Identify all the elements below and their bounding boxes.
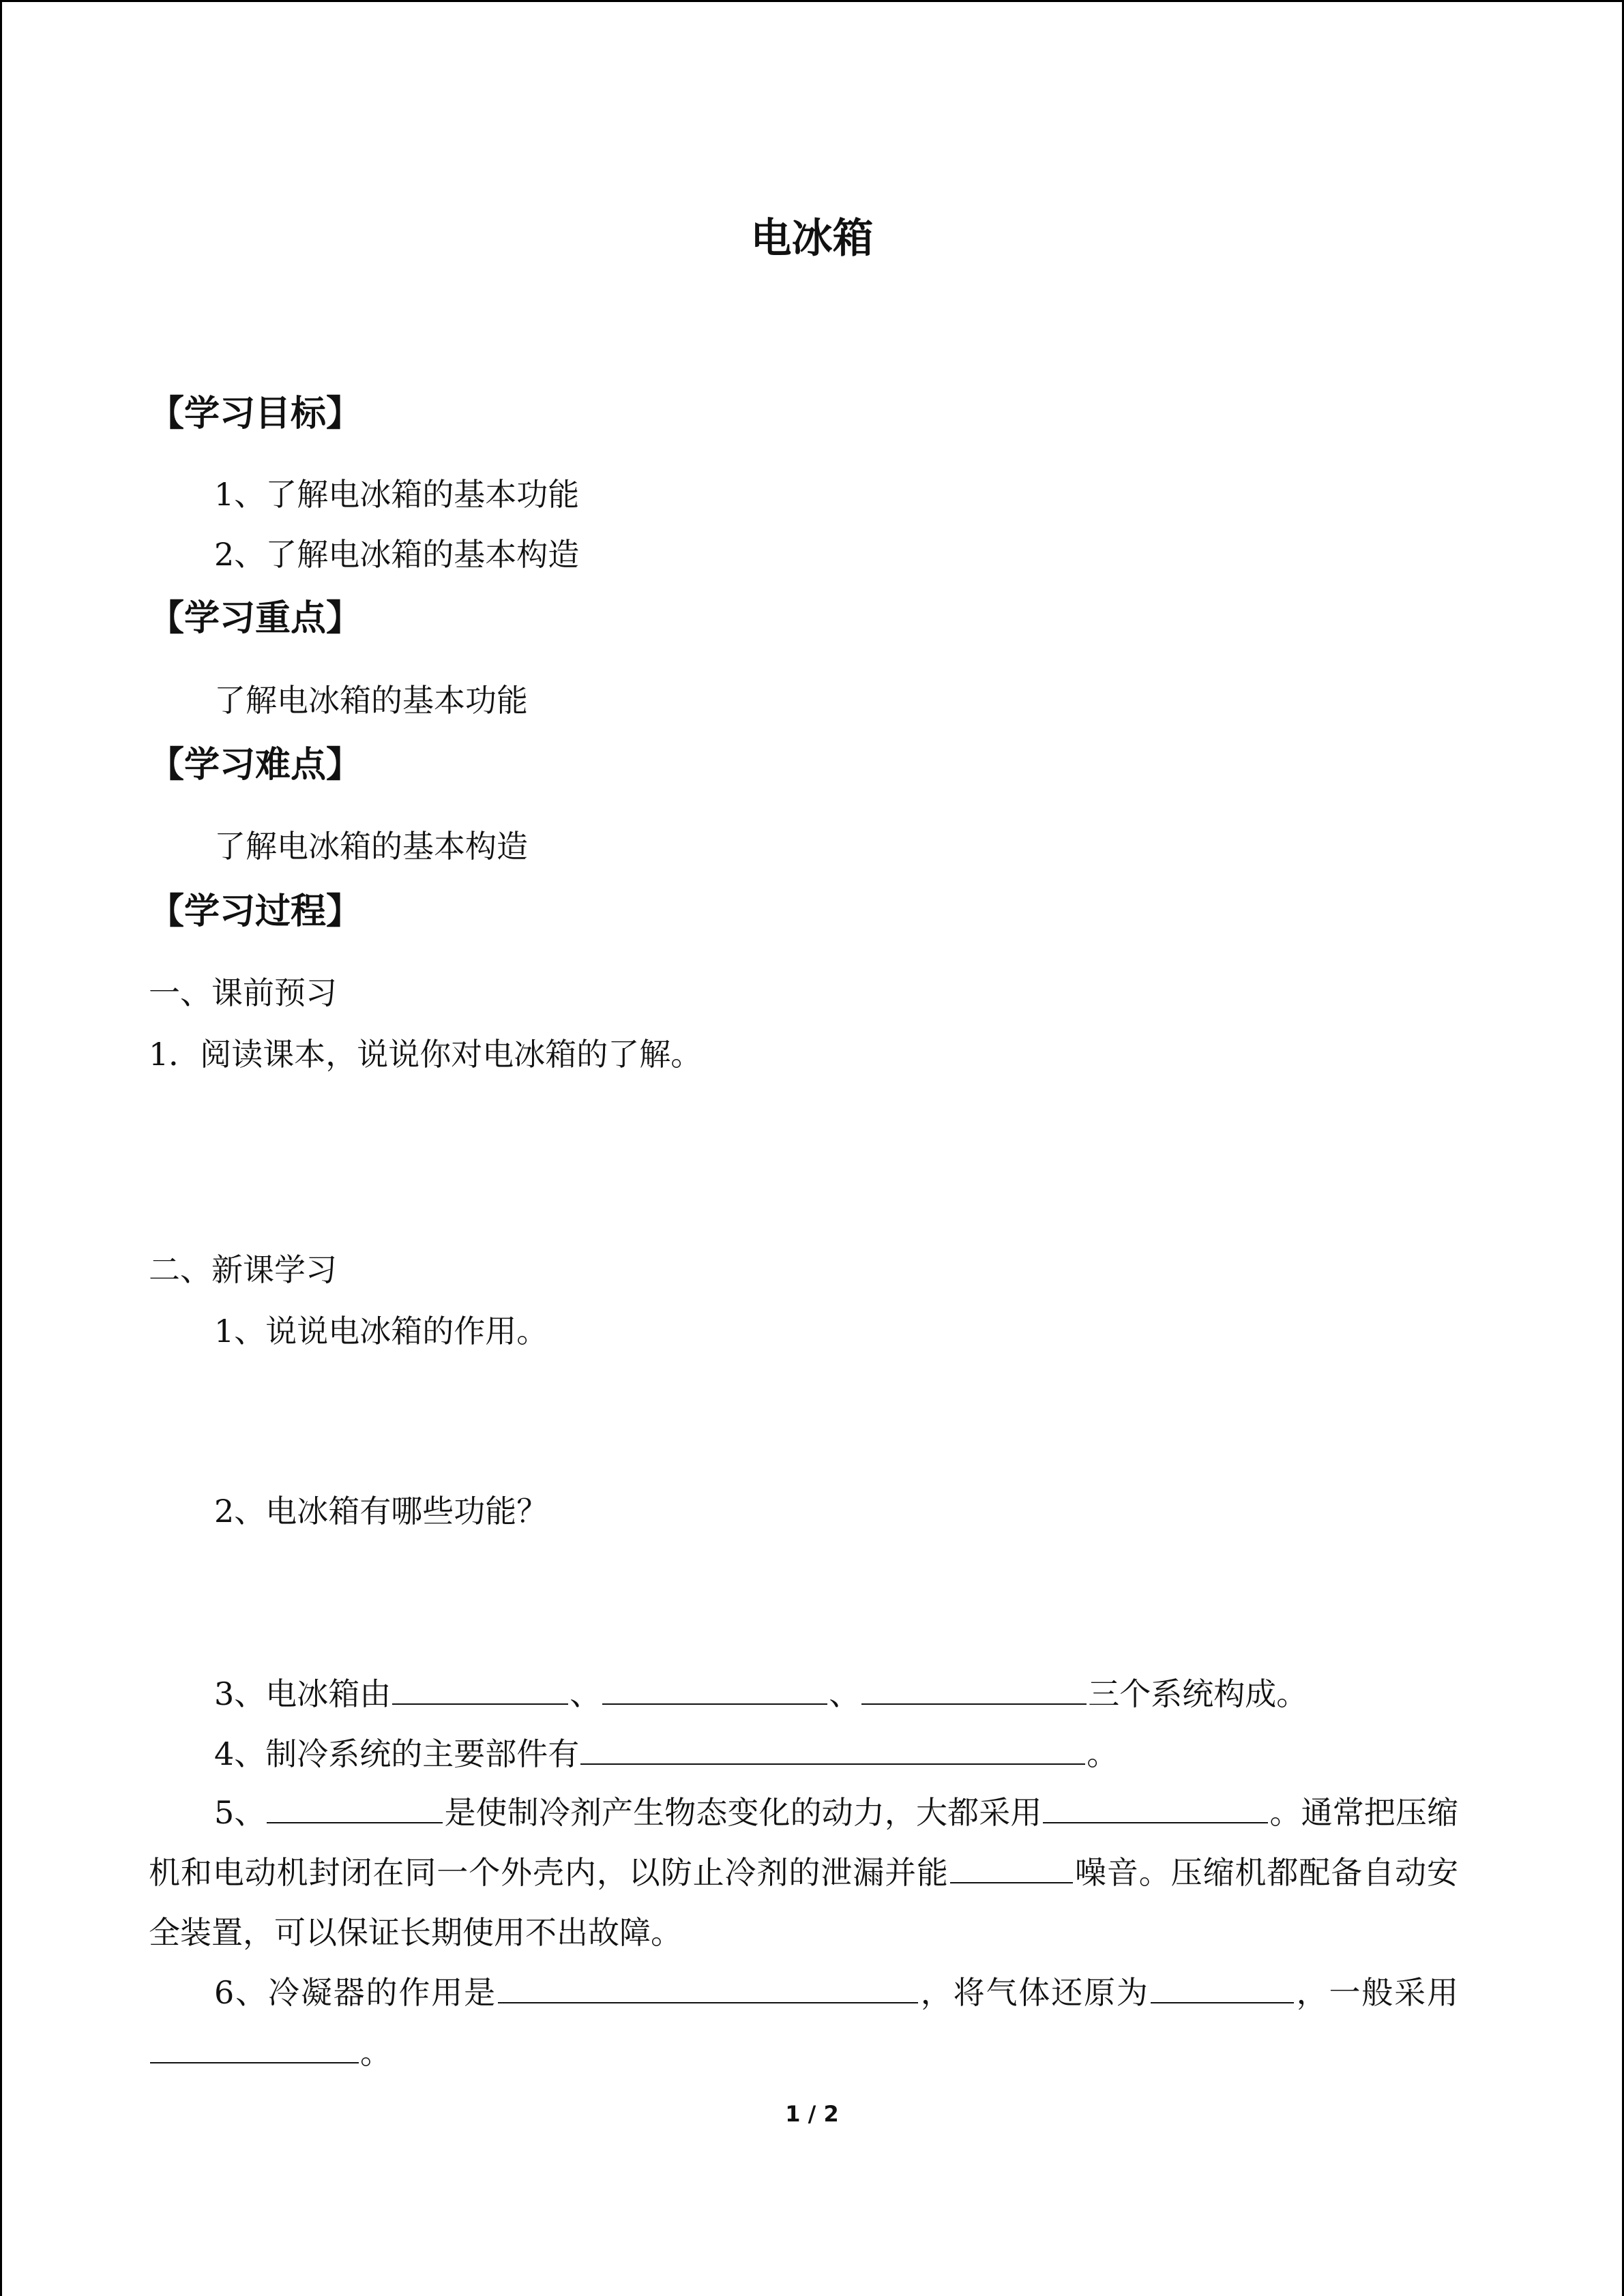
new-lesson-question-2: 2、电冰箱有哪些功能？ <box>214 1493 548 1530</box>
q3-blank-1[interactable] <box>392 1672 568 1705</box>
q3-text-d: 三个系统构成。 <box>1088 1675 1308 1712</box>
q5-blank-3[interactable] <box>950 1851 1073 1883</box>
preview-heading: 一、课前预习 <box>149 974 337 1011</box>
heading-difficulties: 【学习难点】 <box>149 745 362 786</box>
q6-text-d: 。 <box>360 2034 392 2071</box>
new-lesson-question-1: 1、说说电冰箱的作用。 <box>214 1313 548 1350</box>
key-points-text: 了解电冰箱的基本功能 <box>214 682 528 719</box>
new-lesson-heading: 二、新课学习 <box>149 1251 337 1288</box>
q5-text-a: 5、 <box>214 1794 266 1831</box>
new-lesson-question-5 <box>149 1783 1458 1963</box>
page-title: 电冰箱 <box>750 215 874 263</box>
q6-text-a: 6、冷凝器的作用是 <box>214 1974 497 2011</box>
new-lesson-question-4 <box>214 1732 1118 1774</box>
difficulties-text: 了解电冰箱的基本构造 <box>214 828 528 865</box>
q5-blank-1[interactable] <box>267 1791 443 1823</box>
q6-text-c: ，一般采用 <box>1295 1974 1459 2011</box>
page-number: 1 / 2 <box>785 2101 839 2127</box>
q3-text-c: 、 <box>829 1675 861 1712</box>
q3-text-b: 、 <box>570 1675 602 1712</box>
q4-text-b: 。 <box>1087 1735 1119 1772</box>
q5-text-d: 噪音。压缩机都配备自动安全装置，可以保证长期使用不出故障。 <box>149 1854 1459 1951</box>
page-border-left <box>0 0 2 2296</box>
q4-blank-1[interactable] <box>580 1732 1085 1765</box>
q5-text-b: 是使制冷剂产生物态变化的动力，大都采用 <box>444 1794 1042 1831</box>
q5-blank-2[interactable] <box>1043 1791 1268 1823</box>
page-border-top <box>0 0 1624 2</box>
q6-blank-3[interactable] <box>150 2031 359 2063</box>
heading-process: 【学习过程】 <box>149 891 362 932</box>
q5-text-c: 。通常把压缩机和电动机封闭在同一个外壳内，以防止冷剂的泄漏并能 <box>149 1794 1459 1891</box>
goal-item-2: 2、了解电冰箱的基本构造 <box>214 536 580 573</box>
q3-blank-3[interactable] <box>861 1672 1087 1705</box>
q3-text-a: 3、电冰箱由 <box>214 1675 392 1712</box>
heading-key-points: 【学习重点】 <box>149 598 362 639</box>
new-lesson-question-3 <box>214 1672 1308 1714</box>
q6-blank-1[interactable] <box>498 1971 918 2003</box>
new-lesson-question-6 <box>149 1963 1458 2083</box>
q6-text-b: ，将气体还原为 <box>919 1974 1149 2011</box>
goal-item-1: 1、了解电冰箱的基本功能 <box>214 476 580 513</box>
q6-blank-2[interactable] <box>1151 1971 1294 2003</box>
q4-text-a: 4、制冷系统的主要部件有 <box>214 1735 580 1772</box>
q3-blank-2[interactable] <box>602 1672 827 1705</box>
heading-goals: 【学习目标】 <box>149 393 362 434</box>
preview-question-1: 1．阅读课本，说说你对电冰箱的了解。 <box>149 1036 703 1073</box>
